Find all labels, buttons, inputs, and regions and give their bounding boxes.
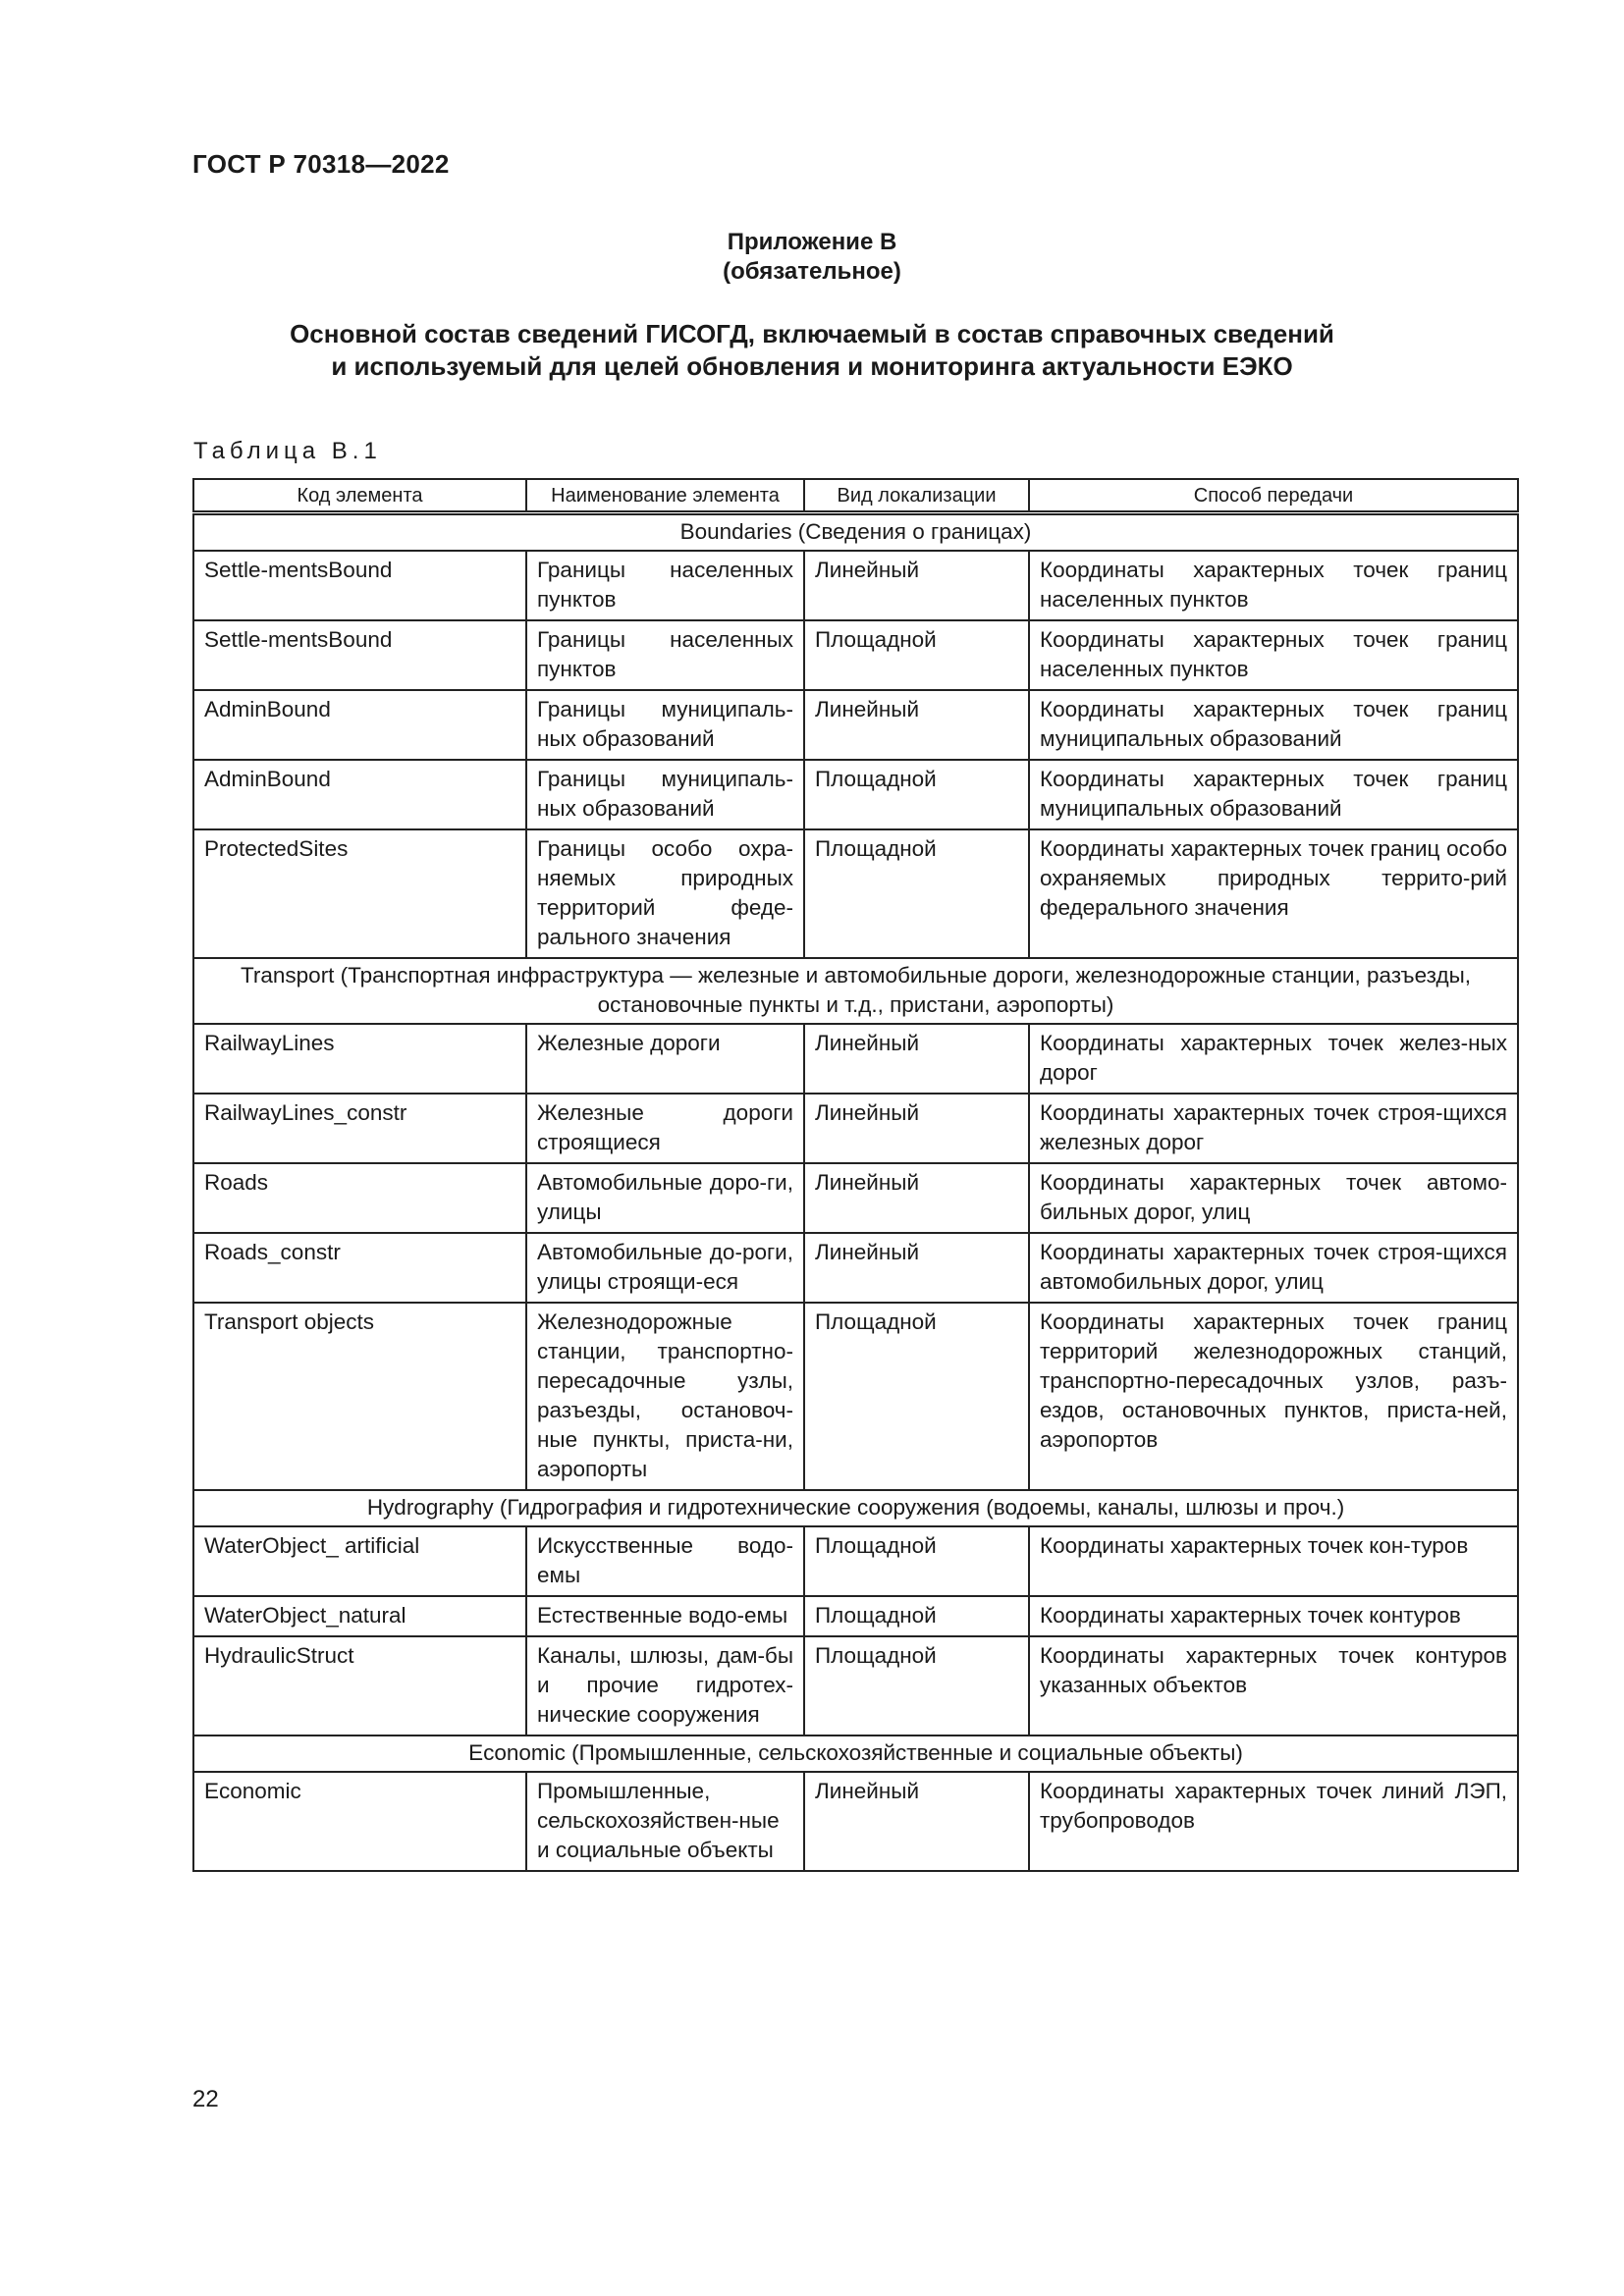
cell-code: Roads_constr — [193, 1233, 526, 1303]
cell-name: Искусственные водо-емы — [526, 1526, 804, 1596]
section-row — [193, 1735, 1518, 1772]
cell-localization: Площадной — [804, 1526, 1029, 1596]
cell-name: Автомобильные доро-ги, улицы — [526, 1163, 804, 1233]
table-row — [193, 1526, 1518, 1596]
cell-name: Естественные водо-емы — [526, 1596, 804, 1636]
cell-name: Железнодорожные станции, транспортно-пересадочные узлы, разъезды, остановоч-ные пункты, приста-ни, аэропорты — [526, 1303, 804, 1490]
cell-code: WaterObject_ artificial — [193, 1526, 526, 1596]
table-row — [193, 760, 1518, 829]
cell-method: Координаты характерных точек автомо-бильных дорог, улиц — [1029, 1163, 1518, 1233]
cell-localization: Линейный — [804, 1772, 1029, 1871]
cell-method: Координаты характерных точек контуров — [1029, 1596, 1518, 1636]
cell-name: Границы населенных пунктов — [526, 551, 804, 620]
cell-method: Координаты характерных точек границ населенных пунктов — [1029, 620, 1518, 690]
cell-method: Координаты характерных точек границ муниципальных образований — [1029, 690, 1518, 760]
section-title: Hydrography (Гидрография и гидротехнические сооружения (водоемы, каналы, шлюзы и проч.) — [193, 1490, 1518, 1526]
header-localization: Вид локализации — [804, 479, 1029, 513]
section-row — [193, 1490, 1518, 1526]
appendix-title — [0, 318, 1624, 383]
table-row — [193, 1163, 1518, 1233]
cell-localization: Линейный — [804, 1233, 1029, 1303]
appendix-label: Приложение В — [727, 229, 897, 255]
table-row — [193, 829, 1518, 958]
cell-localization: Площадной — [804, 1596, 1029, 1636]
cell-name: Железные дороги строящиеся — [526, 1094, 804, 1163]
cell-name: Промышленные, сельскохозяйствен-ные и социальные объекты — [526, 1772, 804, 1871]
header-method: Способ передачи — [1029, 479, 1518, 513]
cell-name: Каналы, шлюзы, дам-бы и прочие гидротех-нические сооружения — [526, 1636, 804, 1735]
cell-localization: Линейный — [804, 1163, 1029, 1233]
cell-localization: Площадной — [804, 1636, 1029, 1735]
cell-method: Координаты характерных точек границ муниципальных образований — [1029, 760, 1518, 829]
cell-code: Economic — [193, 1772, 526, 1871]
cell-code: WaterObject_natural — [193, 1596, 526, 1636]
cell-code: RailwayLines_constr — [193, 1094, 526, 1163]
section-title: Transport (Транспортная инфраструктура — железные и автомобильные дороги, железнодорожные станции, разъезды, остановочные пункты и т.д., пристани, аэропорты) — [193, 958, 1518, 1024]
appendix-status: (обязательное) — [723, 258, 901, 285]
cell-method: Координаты характерных точек желез-ных дорог — [1029, 1024, 1518, 1094]
cell-method: Координаты характерных точек строя-щихся автомобильных дорог, улиц — [1029, 1233, 1518, 1303]
page-number: 22 — [192, 2086, 219, 2112]
cell-code: HydraulicStruct — [193, 1636, 526, 1735]
cell-name: Границы муниципаль-ных образований — [526, 690, 804, 760]
cell-localization: Площадной — [804, 620, 1029, 690]
cell-method: Координаты характерных точек строя-щихся железных дорог — [1029, 1094, 1518, 1163]
cell-code: Settle-mentsBound — [193, 620, 526, 690]
section-row — [193, 513, 1518, 552]
cell-code: Transport objects — [193, 1303, 526, 1490]
appendix-title-line-1: Основной состав сведений ГИСОГД, включаемый в состав справочных сведений — [290, 319, 1334, 348]
table-row — [193, 1233, 1518, 1303]
cell-name: Границы муниципаль-ных образований — [526, 760, 804, 829]
cell-method: Координаты характерных точек линий ЛЭП, трубопроводов — [1029, 1772, 1518, 1871]
document-code: ГОСТ Р 70318—2022 — [192, 149, 450, 179]
section-title: Economic (Промышленные, сельскохозяйственные и социальные объекты) — [193, 1735, 1518, 1772]
cell-localization: Линейный — [804, 1024, 1029, 1094]
cell-code: AdminBound — [193, 690, 526, 760]
header-code: Код элемента — [193, 479, 526, 513]
cell-code: AdminBound — [193, 760, 526, 829]
table-caption: Таблица В.1 — [193, 438, 382, 464]
table-row — [193, 551, 1518, 620]
cell-name: Границы населенных пунктов — [526, 620, 804, 690]
cell-code: Settle-mentsBound — [193, 551, 526, 620]
cell-localization: Линейный — [804, 551, 1029, 620]
section-title: Boundaries (Сведения о границах) — [193, 513, 1518, 552]
table-row — [193, 1772, 1518, 1871]
table-row — [193, 1024, 1518, 1094]
data-table — [192, 478, 1519, 1872]
section-row — [193, 958, 1518, 1024]
header-name: Наименование элемента — [526, 479, 804, 513]
cell-method: Координаты характерных точек кон-туров — [1029, 1526, 1518, 1596]
table-row — [193, 1094, 1518, 1163]
cell-code: RailwayLines — [193, 1024, 526, 1094]
cell-method: Координаты характерных точек контуров указанных объектов — [1029, 1636, 1518, 1735]
cell-method: Координаты характерных точек границ территорий железнодорожных станций, транспортно-пересадочных узлов, разъ-ездов, остановочных пунктов, приста-ней, аэропортов — [1029, 1303, 1518, 1490]
cell-localization: Линейный — [804, 690, 1029, 760]
cell-name: Автомобильные до-роги, улицы строящи-еся — [526, 1233, 804, 1303]
cell-localization: Площадной — [804, 829, 1029, 958]
cell-name: Железные дороги — [526, 1024, 804, 1094]
table-row — [193, 1303, 1518, 1490]
cell-method: Координаты характерных точек границ особо охраняемых природных террито-рий федерального значения — [1029, 829, 1518, 958]
cell-code: Roads — [193, 1163, 526, 1233]
table-container — [192, 478, 1517, 1872]
cell-code: ProtectedSites — [193, 829, 526, 958]
cell-localization: Линейный — [804, 1094, 1029, 1163]
table-row — [193, 1596, 1518, 1636]
table-row — [193, 1636, 1518, 1735]
table-header-row — [193, 479, 1518, 513]
appendix-title-line-2: и используемый для целей обновления и мониторинга актуальности ЕЭКО — [331, 351, 1293, 381]
cell-localization: Площадной — [804, 760, 1029, 829]
table-row — [193, 690, 1518, 760]
cell-name: Границы особо охра-няемых природных территорий феде-рального значения — [526, 829, 804, 958]
cell-localization: Площадной — [804, 1303, 1029, 1490]
cell-method: Координаты характерных точек границ населенных пунктов — [1029, 551, 1518, 620]
table-row — [193, 620, 1518, 690]
